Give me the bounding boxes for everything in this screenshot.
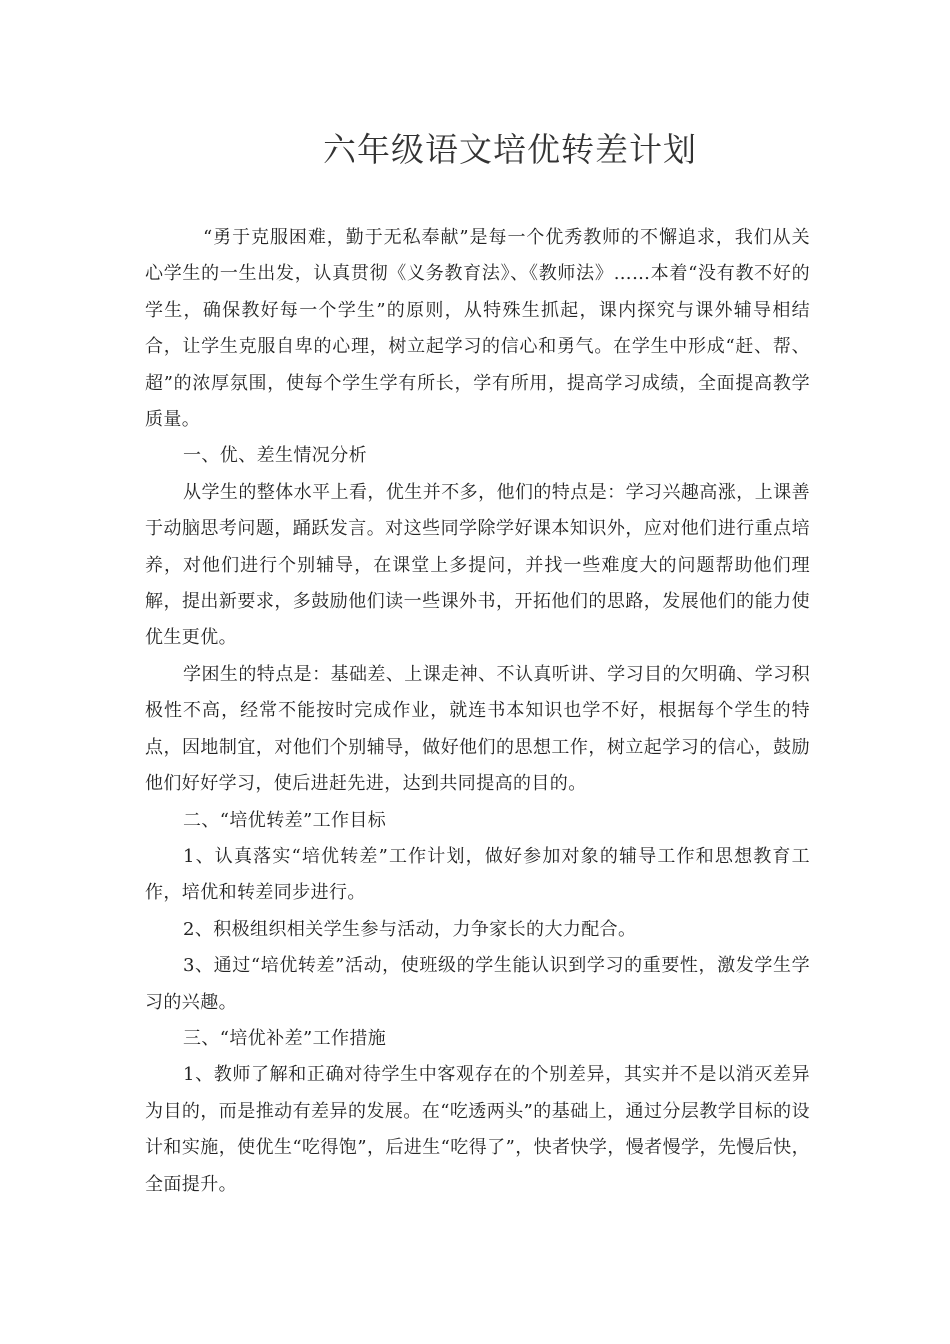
list-item: 1、认真落实“培优转差”工作计划，做好参加对象的辅导工作和思想教育工作，培优和转差同步进行。 (145, 845, 810, 904)
paragraph: 从学生的整体水平上看，优生并不多，他们的特点是：学习兴趣高涨，上课善于动脑思考问题，踊跃发言。对这些同学除学好课本知识外，应对他们进行重点培养，对他们进行个别辅导，在课堂上多提问，并找一些难度大的问题帮助他们理解，提出新要求，多鼓励他们读一些课外书，开拓他们的思路，发展他们的能力使优生更优。 (145, 481, 810, 649)
paragraph: 学困生的特点是：基础差、上课走神、不认真听讲、学习目的欠明确、学习积极性不高，经常不能按时完成作业，就连书本知识也学不好，根据每个学生的特点，因地制宜，对他们个别辅导，做好他们的思想工作，树立起学习的信心，鼓励他们好好学习，使后进赶先进，达到共同提高的目的。 (145, 663, 810, 795)
list-item: 3、通过“培优转差”活动，使班级的学生能认识到学习的重要性，激发学生学习的兴趣。 (145, 955, 810, 1013)
section-heading-2: 二、“培优转差”工作目标 (183, 809, 387, 831)
document-title: 六年级语文培优转差计划 (323, 130, 697, 169)
section-heading-1: 一、优、差生情况分析 (183, 445, 367, 467)
list-item: 2、积极组织相关学生参与活动，力争家长的大力配合。 (183, 918, 637, 940)
document-body (145, 220, 810, 1203)
section-heading-3: 三、“培优补差”工作措施 (183, 1027, 387, 1049)
intro-paragraph: “勇于克服困难，勤于无私奉献”是每一个优秀教师的不懈追求，我们从关心学生的一生出发，认真贯彻《义务教育法》、《教师法》……本着“没有教不好的学生，确保教好每一个学生”的原则，从特殊生抓起，课内探究与课外辅导相结合，让学生克服自卑的心理，树立起学习的信心和勇气。在学生中形成“赶、帮、超”的浓厚氛围，使每个学生学有所长，学有所用，提高学习成绩，全面提高教学质量。 (145, 227, 810, 431)
list-item: 1、教师了解和正确对待学生中客观存在的个别差异，其实并不是以消灭差异为目的，而是推动有差异的发展。在“吃透两头”的基础上，通过分层教学目标的设计和实施，使优生“吃得饱”，后进生“吃得了”，快者快学，慢者慢学，先慢后快，全面提升。 (145, 1064, 810, 1195)
